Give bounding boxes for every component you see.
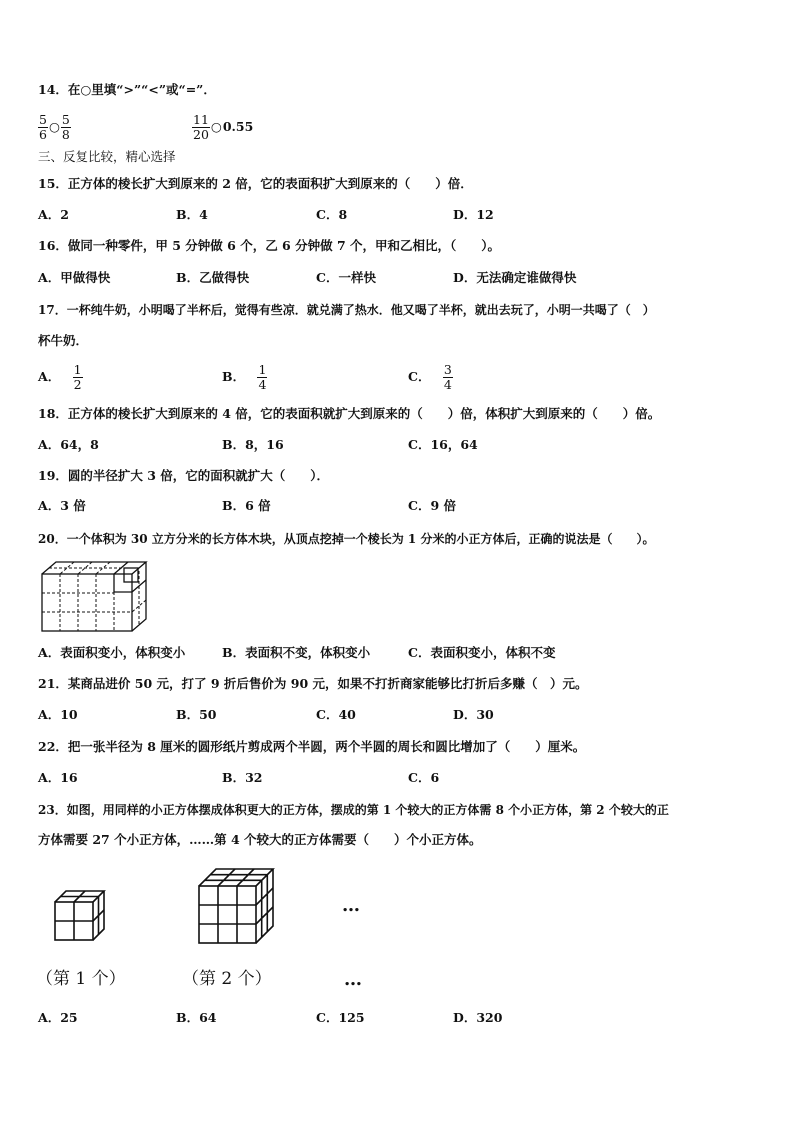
caption-figure-1: （第 1 个）	[36, 969, 126, 989]
q20-option-a[interactable]: A．表面积变小，体积变小	[38, 645, 186, 660]
q16-option-c[interactable]: C．一样快	[316, 270, 376, 285]
question-21-stem: 21．某商品进价 50 元，打了 9 折后售价为 90 元，如果不打折商家能够比打折后多赚（ ）元。	[38, 676, 588, 691]
q15-option-b[interactable]: B．4	[176, 207, 208, 222]
q23-option-b[interactable]: B．64	[176, 1010, 217, 1025]
fraction: $\frac{11}{20}$	[193, 112, 209, 142]
q16-option-b[interactable]: B．乙做得快	[176, 270, 250, 285]
q17-option-c[interactable]: C． $\frac{3}{4}$	[408, 362, 452, 392]
q19-option-c[interactable]: C．9 倍	[408, 498, 456, 513]
caption-figure-2: （第 2 个）	[182, 969, 272, 989]
question-17-stem-cont: 杯牛奶．	[38, 333, 89, 348]
q15-option-c[interactable]: C．8	[316, 207, 348, 222]
q18-option-a[interactable]: A．64，8	[38, 437, 99, 452]
question-16-stem: 16．做同一种零件，甲 5 分钟做 6 个，乙 6 分钟做 7 个，甲和乙相比，（ ）。	[38, 238, 501, 253]
ellipsis-bottom: …	[344, 969, 363, 990]
q23-option-c[interactable]: C．125	[316, 1010, 365, 1025]
q14-item-1	[38, 110, 71, 144]
question-17-stem: 17．一杯纯牛奶，小明喝了半杯后，觉得有些凉．就兑满了热水．他又喝了半杯，就出去玩了，小明一共喝了（ ）	[38, 303, 655, 317]
q21-option-a[interactable]: A．10	[38, 707, 78, 722]
question-14-stem: 14．在○里填“>”“<”或“=”．	[38, 82, 216, 97]
q22-option-c[interactable]: C．6	[408, 770, 440, 785]
question-19-stem: 19．圆的半径扩大 3 倍，它的面积就扩大（ ）．	[38, 468, 330, 483]
q22-option-b[interactable]: B．32	[222, 770, 263, 785]
q19-option-a[interactable]: A．3 倍	[38, 498, 86, 513]
question-22-stem: 22．把一张半径为 8 厘米的圆形纸片剪成两个半圆，两个半圆的周长和圆比增加了（ ）厘米。	[38, 739, 586, 754]
q19-option-b[interactable]: B．6 倍	[222, 498, 271, 513]
q23-option-d[interactable]: D．320	[453, 1010, 503, 1025]
q22-option-a[interactable]: A．16	[38, 770, 78, 785]
q21-option-b[interactable]: B．50	[176, 707, 217, 722]
fraction: $\frac{5}{8}$	[61, 112, 70, 142]
q17-option-a[interactable]: A． $\frac{1}{2}$	[38, 362, 82, 392]
q23-option-a[interactable]: A．25	[38, 1010, 78, 1025]
q20-option-b[interactable]: B．表面积不变，体积变小	[222, 645, 371, 660]
q15-option-a[interactable]: A．2	[38, 207, 69, 222]
cuboid-with-removed-cube-figure	[38, 558, 152, 634]
question-23-stem-cont: 方体需要 27 个小正方体，……第 4 个较大的正方体需要（ ）个小正方体。	[38, 832, 482, 847]
question-20-stem: 20．一个体积为 30 立方分米的长方体木块，从顶点挖掉一个棱长为 1 分米的小正方体后，正确的说法是（ ）。	[38, 532, 655, 546]
q18-option-c[interactable]: C．16，64	[408, 437, 478, 452]
q17-option-b[interactable]: B． $\frac{1}{4}$	[222, 362, 267, 392]
q21-option-d[interactable]: D．30	[453, 707, 494, 722]
blank-circle[interactable]: ○	[48, 119, 60, 134]
q18-option-b[interactable]: B．8，16	[222, 437, 284, 452]
q16-option-d[interactable]: D．无法确定谁做得快	[453, 270, 577, 285]
fraction: $\frac{5}{6}$	[39, 112, 47, 142]
q15-option-d[interactable]: D．12	[453, 207, 494, 222]
ellipsis-top: …	[342, 895, 361, 916]
question-23-stem: 23．如图，用同样的小正方体摆成体积更大的正方体，摆成的第 1 个较大的正方体需 8 个小正方体，第 2 个较大的正	[38, 803, 669, 817]
question-18-stem: 18．正方体的棱长扩大到原来的 4 倍，它的表面积就扩大到原来的（ ）倍，体积扩大到原来的（ ）倍。	[38, 406, 661, 421]
question-15-stem: 15．正方体的棱长扩大到原来的 2 倍，它的表面积扩大到原来的（ ）倍．	[38, 176, 473, 191]
cube-2x2x2-figure	[52, 888, 106, 944]
section-3-title: 三、反复比较，精心选择	[38, 149, 176, 164]
q21-option-c[interactable]: C．40	[316, 707, 356, 722]
q14-item-2: $\frac{11}{20}$ ○0.55	[193, 112, 254, 142]
blank-circle[interactable]: ○	[210, 119, 222, 134]
q20-option-c[interactable]: C．表面积变小，体积不变	[408, 645, 556, 660]
cube-3x3x3-figure	[196, 866, 276, 948]
q16-option-a[interactable]: A．甲做得快	[38, 270, 111, 285]
